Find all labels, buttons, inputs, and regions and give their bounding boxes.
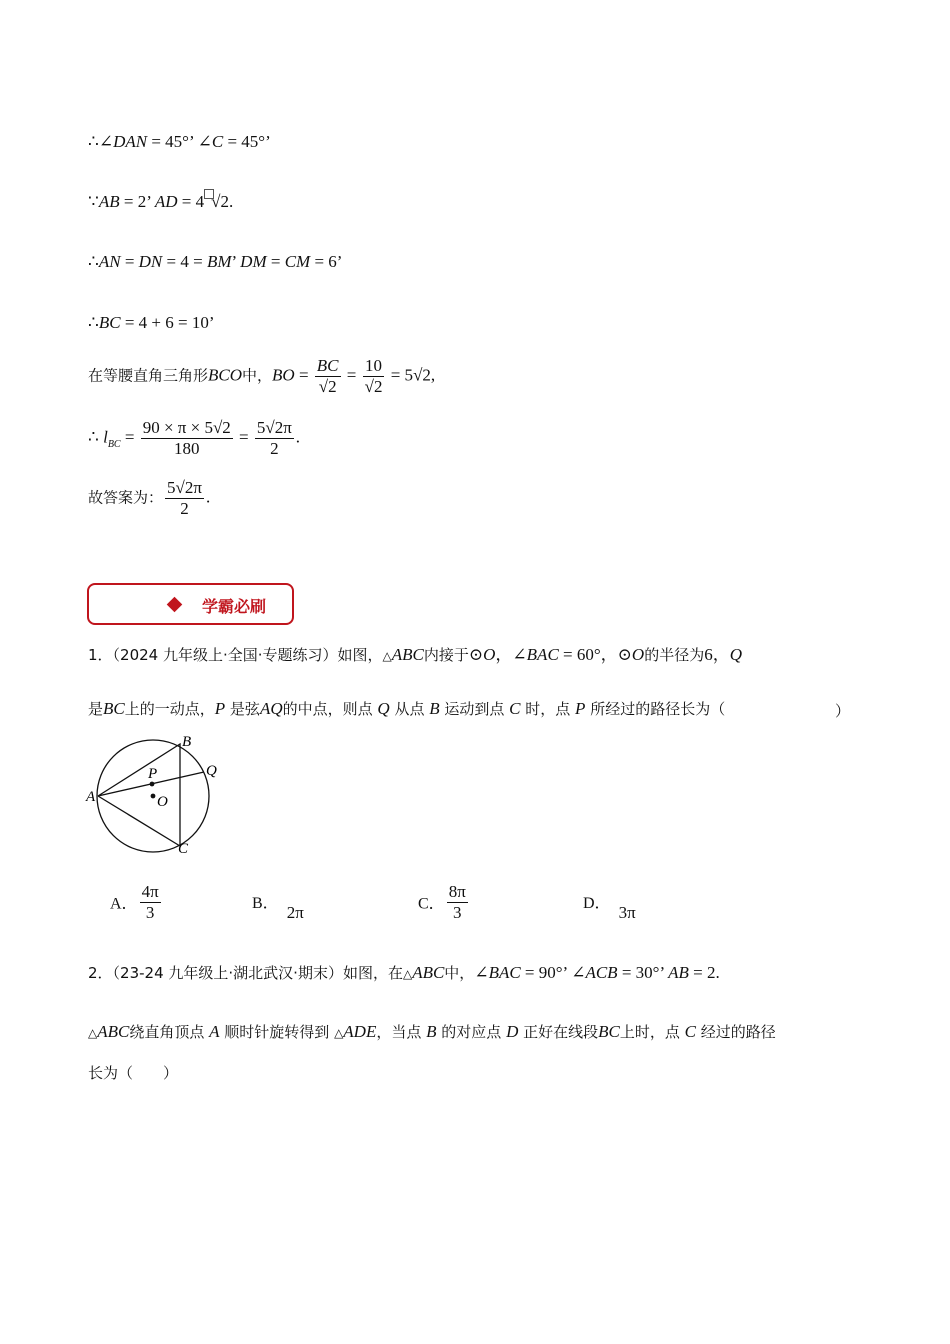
label-b: B	[182, 734, 192, 750]
q1-figure	[84, 730, 234, 860]
label-p: P	[148, 766, 158, 782]
fraction-answer: $\frac{5√2\pi}{2}$	[167, 478, 202, 518]
sqrt-2: √2	[204, 192, 229, 212]
label-a: A	[86, 789, 96, 805]
section-title: 学霸必刷	[202, 597, 267, 616]
fraction-10-over-sqrt2: $\frac{10}{√2}$	[364, 356, 383, 396]
fraction-bc-over-sqrt2: $\frac{BC}{√2}$	[316, 356, 339, 396]
q1-line-1: 1．（2024 九年级上·全国·专题练习）如图，△ABC内接于⊙O，∠BAC = 60°，⊙O的半径为6，Q	[88, 645, 742, 664]
label-c: C	[178, 841, 189, 857]
label-q: Q	[206, 763, 217, 779]
q1-line-2: 是BC上的一动点，P 是弦AQ的中点，则点 Q 从点 B 运动到点 C 时，点 P 所经过的路径长为（	[88, 699, 726, 718]
q2-line-3: 长为（ ）	[88, 1064, 179, 1082]
q1-option-d[interactable]: D． 3π	[583, 895, 636, 922]
solution-line-2: ∵AB = 2’ AD = 4 √2.	[88, 192, 233, 212]
q2-line-2: △ABC绕直角顶点 A 顺时针旋转得到 △ADE，当点 B 的对应点 D 正好在线段BC上时，点 C 经过的路径	[88, 1022, 776, 1041]
fraction-result: $\frac{5√2\pi}{2}$	[256, 418, 292, 458]
q2-line-1: 2．（23-24 九年级上·湖北武汉·期末）如图，在△ABC中，∠BAC = 90°’ ∠ACB = 30°’ AB = 2.	[88, 963, 720, 982]
diamond-icon	[167, 597, 183, 613]
q1-answer-paren-close: ）	[835, 702, 851, 720]
solution-line-4: ∴BC = 4 + 6 = 10’	[88, 313, 215, 332]
solution-answer: 故答案为： $\frac{5√2\pi}{2}$ .	[88, 478, 211, 518]
fraction-arc-length: $\frac{90 \times \pi \times 5√2}{180}$	[142, 418, 231, 458]
q1-option-c[interactable]: C． $\frac{8\pi}{3}$	[418, 882, 466, 922]
q1-option-b[interactable]: B． 2π	[252, 895, 304, 922]
solution-line-6: ∴ $l_{BC}$ = $\frac{90 \times \pi \times 5√2}{180}$ = $\frac{5√2\pi}{2}$ .	[88, 418, 301, 458]
point-p	[150, 782, 155, 787]
solution-line-1: ∴∠DAN = 45°’ ∠C = 45°’	[88, 132, 271, 151]
label-o: O	[157, 794, 168, 810]
point-o	[151, 794, 156, 799]
section-banner	[87, 583, 294, 625]
solution-line-5: 在等腰直角三角形BCO中，BO = $\frac{BC}{√2}$ = $\frac{10}{√2}$ = 5√2,	[88, 356, 436, 396]
q1-option-a[interactable]: A． $\frac{4\pi}{3}$	[110, 882, 159, 922]
solution-line-3: ∴AN = DN = 4 = BM’ DM = CM = 6’	[88, 252, 343, 271]
